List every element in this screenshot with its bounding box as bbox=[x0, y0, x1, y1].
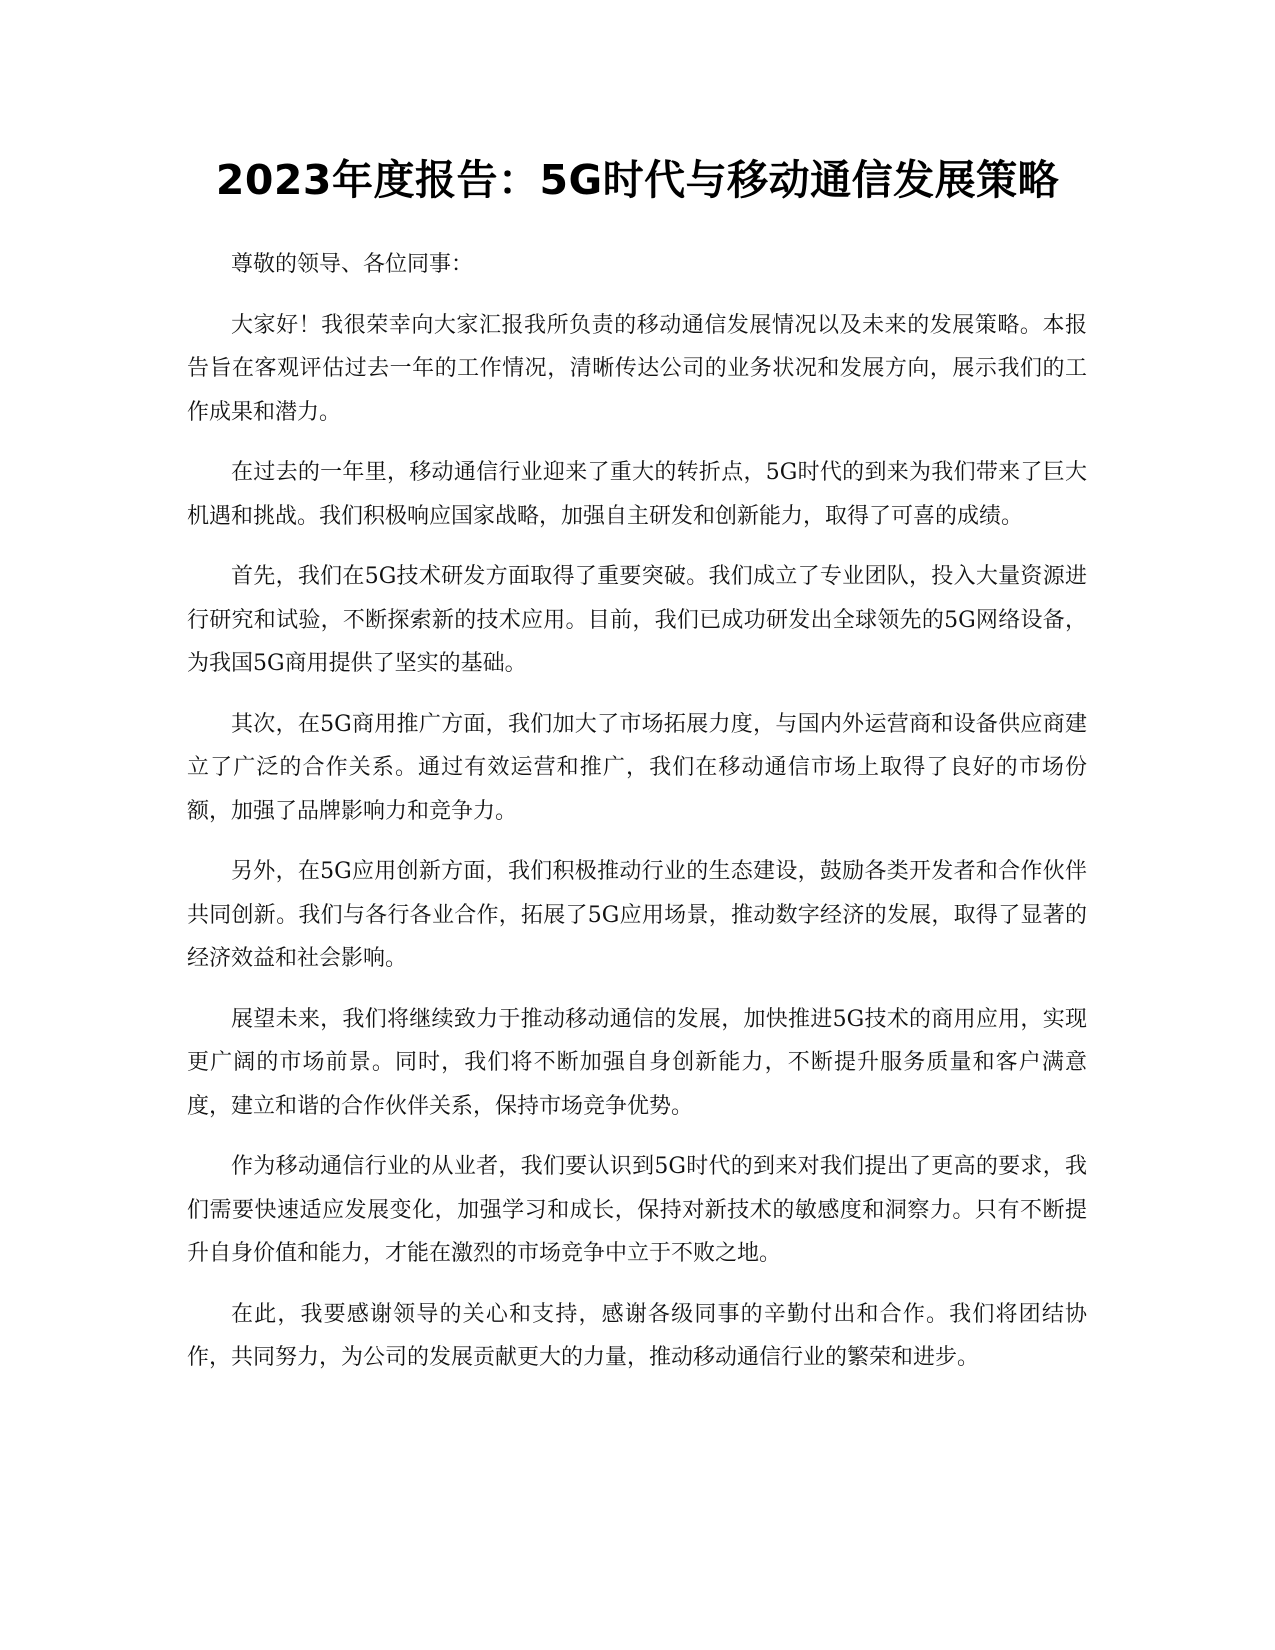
paragraph-commercial-promotion: 其次，在5G商用推广方面，我们加大了市场拓展力度，与国内外运营商和设备供应商建立了广泛的合作关系。通过有效运营和推广，我们在移动通信市场上取得了良好的市场份额，加强了品牌影响力和竞争力。 bbox=[187, 711, 1087, 824]
paragraph-rd-breakthrough: 首先，我们在5G技术研发方面取得了重要突破。我们成立了专业团队，投入大量资源进行研究和试验，不断探索新的技术应用。目前，我们已成功研发出全球领先的5G网络设备，为我国5G商用提供了坚实的基础。 bbox=[187, 564, 1087, 676]
paragraph-practitioner-requirements: 作为移动通信行业的从业者，我们要认识到5G时代的到来对我们提出了更高的要求，我们需要快速适应发展变化，加强学习和成长，保持对新技术的敏感度和洞察力。只有不断提升自身价值和能力，才能在激烈的市场竞争中立于不败之地。 bbox=[187, 1154, 1087, 1266]
document-body bbox=[187, 243, 1087, 1397]
salutation: 尊敬的领导、各位同事： bbox=[231, 252, 474, 277]
paragraph-greeting: 大家好！我很荣幸向大家汇报我所负责的移动通信发展情况以及未来的发展策略。本报告旨在客观评估过去一年的工作情况，清晰传达公司的业务状况和发展方向，展示我们的工作成果和潜力。 bbox=[187, 312, 1087, 425]
paragraph-outlook: 展望未来，我们将继续致力于推动移动通信的发展，加快推进5G技术的商用应用，实现更广阔的市场前景。同时，我们将不断加强自身创新能力，不断提升服务质量和客户满意度，建立和谐的合作伙伴关系，保持市场竞争优势。 bbox=[187, 1006, 1087, 1119]
paragraph-past-year: 在过去的一年里，移动通信行业迎来了重大的转折点，5G时代的到来为我们带来了巨大机遇和挑战。我们积极响应国家战略，加强自主研发和创新能力，取得了可喜的成绩。 bbox=[187, 460, 1087, 529]
paragraph-application-innovation: 另外，在5G应用创新方面，我们积极推动行业的生态建设，鼓励各类开发者和合作伙伴共同创新。我们与各行各业合作，拓展了5G应用场景，推动数字经济的发展，取得了显著的经济效益和社会影响。 bbox=[187, 859, 1087, 971]
paragraph-thanks: 在此，我要感谢领导的关心和支持，感谢各级同事的辛勤付出和合作。我们将团结协作，共同努力，为公司的发展贡献更大的力量，推动移动通信行业的繁荣和进步。 bbox=[187, 1301, 1087, 1370]
document-title: 2023年度报告：5G时代与移动通信发展策略 bbox=[215, 156, 1060, 204]
